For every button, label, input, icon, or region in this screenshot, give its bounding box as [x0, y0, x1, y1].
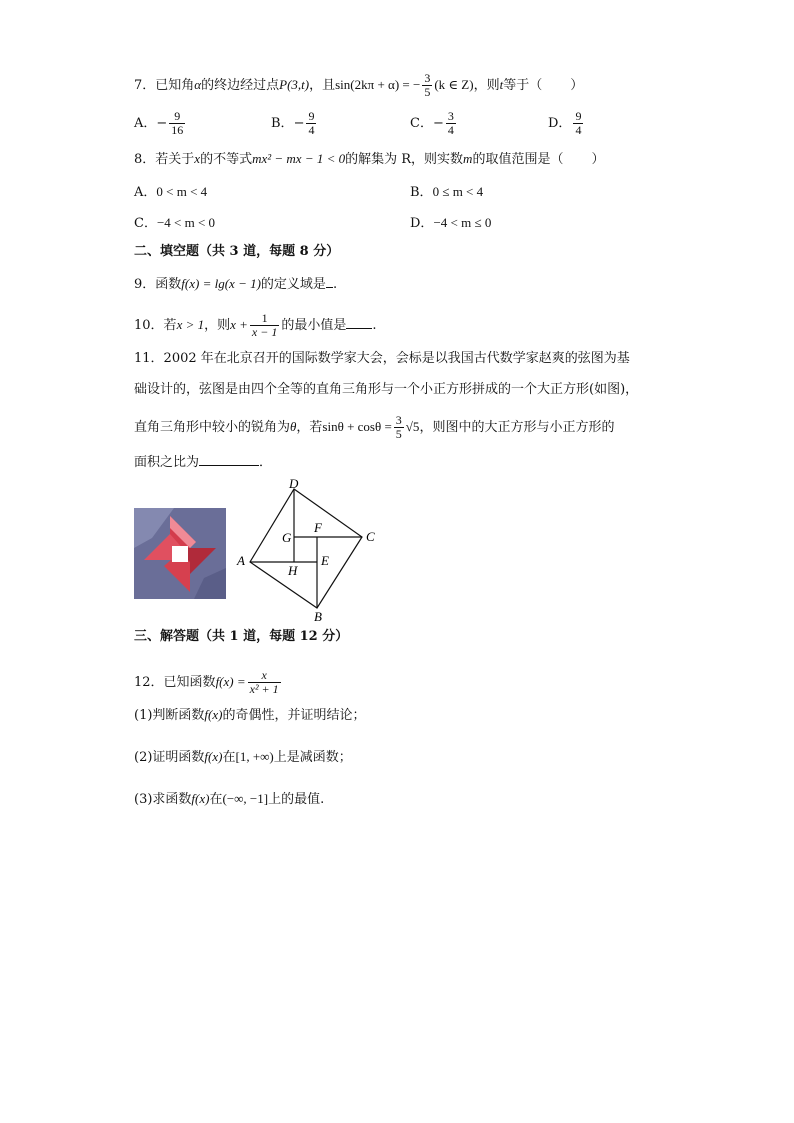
question-number: 10．	[134, 318, 164, 333]
q12-text: (1)判断函数	[134, 708, 205, 723]
q7-option-a[interactable]	[134, 110, 187, 137]
q12-text: 上的最值.	[268, 792, 325, 807]
q9-stem	[134, 275, 337, 294]
fraction	[422, 72, 432, 99]
numerator: 3	[424, 71, 431, 85]
q11-text: 面积之比为	[134, 455, 200, 470]
q7-option-d[interactable]	[548, 110, 585, 137]
q9-text: 函数	[155, 277, 182, 292]
zhao-shuang-diagram	[232, 476, 382, 622]
outer-square	[250, 489, 362, 608]
q11-text: ，则图中的大正方形与小正方形的	[419, 420, 615, 435]
option-label: A．	[134, 185, 157, 200]
q12-text: 在	[222, 750, 236, 765]
denominator: 4	[447, 123, 454, 137]
expression: x +	[230, 317, 248, 332]
q8-option-b[interactable]	[410, 181, 483, 200]
q12-part3	[134, 790, 324, 809]
q12-text: (2)证明函数	[134, 750, 205, 765]
denominator: 4	[575, 123, 582, 137]
paren-close: ）	[591, 152, 605, 167]
option-expression: 0 ≤ m < 4	[432, 184, 484, 199]
period: ．	[259, 455, 273, 470]
q12-text: 已知函数	[163, 675, 216, 690]
option-expression: −4 < m < 0	[156, 215, 216, 230]
denominator: 5	[395, 427, 402, 441]
q8-text: 的取值范围是（	[472, 152, 564, 167]
q12-text: 在	[209, 792, 223, 807]
q8-option-a[interactable]	[134, 181, 207, 200]
label-h: H	[288, 563, 298, 578]
fraction	[573, 110, 583, 137]
paren-close: ）	[570, 78, 584, 93]
square-root: √5	[405, 419, 420, 434]
interval: (−∞, −1]	[222, 791, 269, 806]
label-d: D	[289, 476, 299, 491]
label-a: A	[237, 553, 245, 568]
q7-text: ，则	[473, 78, 500, 93]
label-b: B	[314, 609, 322, 622]
q12-stem	[134, 669, 283, 696]
denominator: x − 1	[251, 325, 278, 339]
q10-text: ，则	[204, 318, 231, 333]
q7-text: 已知角	[155, 78, 195, 93]
q7-text: ，且	[309, 78, 336, 93]
option-expression: 0 < m < 4	[156, 184, 208, 199]
section-heading-solution: 三、解答题（共 1 道，每题 12 分）	[134, 629, 349, 644]
numerator: 9	[169, 110, 185, 124]
q8-text: 的不等式	[200, 152, 253, 167]
fraction	[394, 414, 404, 441]
option-sign: −	[432, 116, 444, 131]
numerator: 3	[447, 109, 454, 123]
condition: x > 1	[176, 317, 205, 332]
option-label: D．	[410, 216, 434, 231]
logo-center-square	[172, 546, 188, 562]
option-label: C．	[410, 116, 433, 131]
theta-symbol: θ	[290, 419, 297, 434]
numerator: 3	[395, 413, 402, 427]
q8-stem	[134, 150, 604, 169]
q7-text: 等于（	[503, 78, 543, 93]
option-sign: −	[156, 116, 168, 131]
question-number: 8．	[134, 152, 156, 167]
option-expression: −4 < m ≤ 0	[433, 215, 492, 230]
question-number: 7．	[134, 78, 156, 93]
function-symbol: f(x)	[204, 707, 223, 722]
point-expression: P(3,t)	[279, 77, 310, 92]
fraction	[169, 110, 185, 137]
function-symbol: f(x)	[204, 749, 223, 764]
q8-option-c[interactable]	[134, 212, 215, 231]
fraction	[250, 312, 279, 339]
inequality: mx² − mx − 1 < 0	[252, 151, 346, 166]
numerator: 1	[250, 312, 279, 326]
numerator: x	[248, 669, 281, 683]
fraction	[306, 110, 316, 137]
function-expression: f(x) =	[215, 674, 246, 689]
q12-text: 的奇偶性，并证明结论；	[222, 708, 366, 723]
sine-expression: sin(2kπ + α) = −	[335, 77, 421, 92]
label-f: F	[314, 520, 322, 535]
answer-blank[interactable]	[346, 316, 372, 329]
t-symbol: t	[499, 77, 504, 92]
q8-text: 的解集为 R，则实数	[345, 152, 464, 167]
q10-text: 若	[163, 318, 177, 333]
q11-line1: 11．2002 年在北京召开的国际数学家大会，会标是以我国古代数学家赵爽的弦图为基	[134, 351, 630, 366]
q11-text: ，若	[296, 420, 323, 435]
numerator: 9	[575, 109, 582, 123]
icm-logo-image	[134, 508, 226, 599]
q7-option-c[interactable]	[410, 110, 458, 137]
fraction	[248, 669, 281, 696]
x-symbol: x	[194, 151, 201, 166]
label-e: E	[321, 553, 329, 568]
option-label: A．	[134, 116, 157, 131]
q9-text: 的定义域是	[260, 277, 326, 292]
q8-text: 若关于	[155, 152, 195, 167]
label-c: C	[366, 529, 375, 544]
function-symbol: f(x)	[191, 791, 210, 806]
denominator: 5	[424, 85, 431, 99]
numerator: 9	[308, 109, 315, 123]
answer-blank[interactable]	[326, 275, 333, 288]
q10-stem	[134, 312, 377, 339]
option-sign: −	[293, 116, 305, 131]
denominator: 16	[171, 123, 184, 137]
period: .	[332, 277, 338, 292]
q11-line3	[134, 414, 614, 441]
trig-expression: sinθ + cosθ =	[322, 419, 392, 434]
q10-text: 的最小值是	[281, 318, 347, 333]
label-g: G	[282, 530, 292, 545]
q12-part2	[134, 748, 352, 767]
question-number: 12．	[134, 675, 164, 690]
q12-part1	[134, 706, 365, 725]
q12-text: 上是减函数；	[273, 750, 352, 765]
q7-stem	[134, 72, 583, 99]
m-symbol: m	[463, 151, 473, 166]
option-label: D．	[548, 116, 572, 131]
option-label: C．	[134, 216, 157, 231]
denominator: x² + 1	[249, 682, 279, 696]
period: .	[372, 318, 377, 333]
q8-option-d[interactable]	[410, 212, 491, 231]
denominator: 4	[308, 123, 315, 137]
option-label: B．	[271, 116, 294, 131]
q11-line4	[134, 453, 272, 472]
answer-blank[interactable]	[199, 453, 259, 466]
q7-option-b[interactable]	[271, 110, 318, 137]
fraction	[446, 110, 456, 137]
section-heading-fill-in: 二、填空题（共 3 道，每题 8 分）	[134, 244, 340, 259]
question-number: 9．	[134, 277, 156, 292]
interval: [1, +∞)	[235, 749, 274, 764]
q7-text: 的终边经过点	[201, 78, 280, 93]
option-label: B．	[410, 185, 433, 200]
q12-text: (3)求函数	[134, 792, 192, 807]
q11-line2: 础设计的，弦图是由四个全等的直角三角形与一个小正方形拼成的一个大正方形(如图)，	[134, 382, 639, 397]
alpha-symbol: α	[194, 77, 202, 92]
function-expression: f(x) = lg(x − 1)	[181, 276, 261, 291]
condition: (k ∈ Z)	[434, 77, 474, 92]
q11-text: 直角三角形中较小的锐角为	[134, 420, 291, 435]
